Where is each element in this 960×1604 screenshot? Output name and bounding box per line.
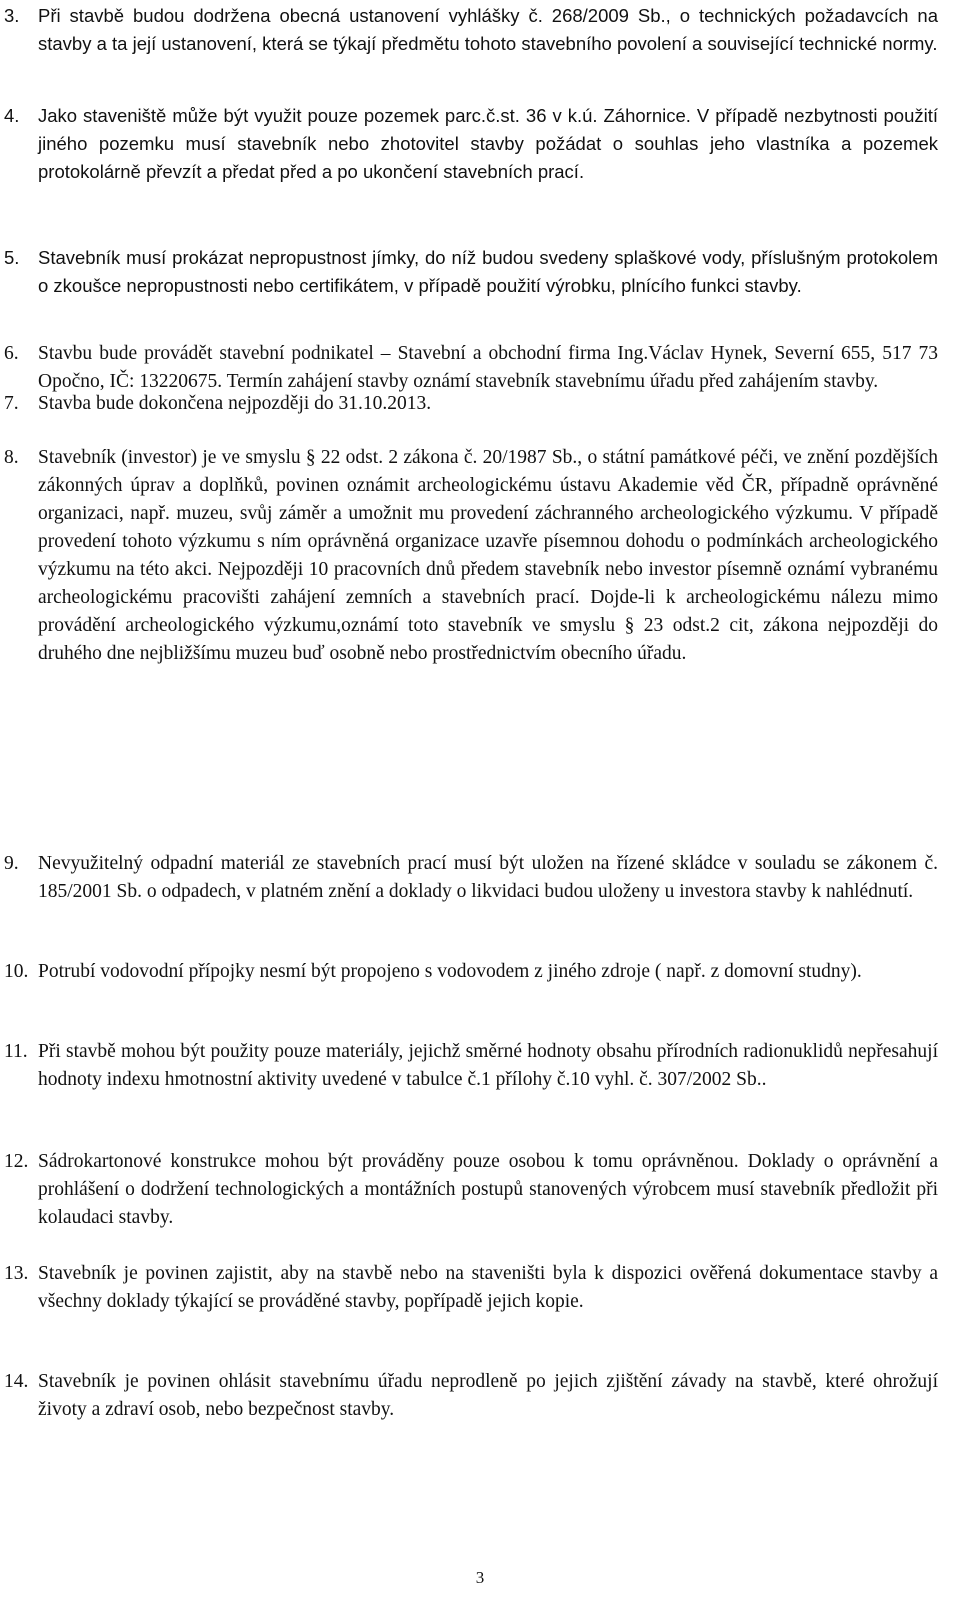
item-number: 8.: [4, 447, 19, 468]
list-item: [4, 444, 938, 668]
item-text: Sádrokartonové konstrukce mohou být prováděny pouze osobou k tomu oprávněnou. Doklady o oprávnění a prohlášení o dodržení technologických a montážních postupů stanovených výrobcem musí stavebník předložit při kolaudaci stavby.: [38, 1151, 938, 1228]
item-text: Stavebník je povinen zajistit, aby na stavbě nebo na staveništi byla k dispozici ověřená dokumentace stavby a všechny doklady týkající se prováděné stavby, popřípadě jejich kopie.: [38, 1263, 938, 1312]
item-number: 13.: [4, 1263, 29, 1284]
item-text: Potrubí vodovodní přípojky nesmí být propojeno s vodovodem z jiného zdroje ( např. z domovní studny).: [38, 961, 862, 982]
list-item: [4, 1148, 938, 1232]
list-item: [4, 244, 938, 300]
item-number: 7.: [4, 393, 19, 414]
item-number: 6.: [4, 343, 19, 364]
item-text: Při stavbě mohou být použity pouze materiály, jejichž směrné hodnoty obsahu přírodních radionuklidů nepřesahují hodnoty indexu hmotnostní aktivity uvedené v tabulce č.1 přílohy č.10 vyhl. č. 307/2002 Sb..: [38, 1041, 938, 1090]
item-number: 4.: [4, 105, 20, 126]
item-number: 11.: [4, 1041, 28, 1062]
list-item: [4, 1368, 938, 1424]
item-text: Stavbu bude provádět stavební podnikatel – Stavební a obchodní firma Ing.Václav Hynek, Severní 655, 517 73 Opočno, IČ: 13220675. Termín zahájení stavby oznámí stavebník stavebnímu úřadu před zahájením stavby.: [38, 343, 938, 392]
item-number: 12.: [4, 1151, 29, 1172]
item-number: 10.: [4, 961, 29, 982]
item-text: Nevyužitelný odpadní materiál ze stavebních prací musí být uložen na řízené skládce v souladu se zákonem č. 185/2001 Sb. o odpadech, v platném znění a doklady o likvidaci budou uloženy u investora stavby k nahlédnutí.: [38, 853, 938, 902]
item-number: 3.: [4, 5, 20, 26]
page-number: 3: [475, 1568, 485, 1587]
list-item: [4, 102, 938, 186]
item-number: 9.: [4, 853, 19, 874]
list-item: [4, 390, 938, 418]
list-item: [4, 850, 938, 906]
list-item: [4, 2, 938, 58]
item-text: Stavebník musí prokázat nepropustnost jímky, do níž budou svedeny splaškové vody, příslušným protokolem o zkoušce nepropustnosti nebo certifikátem, v případě použití výrobku, plnícího funkci stavby.: [38, 247, 938, 296]
item-text: Stavebník (investor) je ve smyslu § 22 odst. 2 zákona č. 20/1987 Sb., o státní památkové péči, ve znění pozdějších zákonných úprav a doplňků, povinen oznámit archeologickému ústavu Akademie věd ČR, případně oprávněné organizaci, např. muzeu, svůj záměr a umožnit mu provedení záchranného archeologického výzkumu. V případě provedení tohoto výzkumu s ním oprávněná organizace uzavře písemnou dohodu o podmínkách archeologického výzkumu na této akci. Nejpozději 10 pracovních dnů předem stavebník nebo investor písemně oznámí vybranému archeologickému pracovišti zahájení zemních a stavebních prací. Dojde-li k archeologickému nálezu mimo provádění archeologického výzkumu,oznámí toto stavebník ve smyslu § 23 odst.2 cit, zákona nejpozději do druhého dne nejbližšímu muzeu buď osobně nebo prostřednictvím obecního úřadu.: [38, 447, 938, 664]
item-text: Při stavbě budou dodržena obecná ustanovení vyhlášky č. 268/2009 Sb., o technických požadavcích na stavby a ta její ustanovení, která se týkají předmětu tohoto stavebního povolení a související technické normy.: [38, 5, 938, 54]
list-item: [4, 1038, 938, 1094]
item-text: Stavebník je povinen ohlásit stavebnímu úřadu neprodleně po jejich zjištění závady na stavbě, které ohrožují životy a zdraví osob, nebo bezpečnost stavby.: [38, 1371, 938, 1420]
item-number: 14.: [4, 1371, 29, 1392]
list-item: [4, 958, 938, 986]
list-item: [4, 1260, 938, 1316]
item-text: Stavba bude dokončena nejpozději do 31.10.2013.: [38, 393, 432, 414]
list-item: [4, 340, 938, 396]
item-text: Jako staveniště může být využit pouze pozemek parc.č.st. 36 v k.ú. Záhornice. V případě nezbytnosti použití jiného pozemku musí stavebník nebo zhotovitel stavby požádat o souhlas jeho vlastníka a pozemek protokolárně převzít a předat před a po ukončení stavebních prací.: [38, 105, 938, 182]
item-number: 5.: [4, 247, 20, 268]
